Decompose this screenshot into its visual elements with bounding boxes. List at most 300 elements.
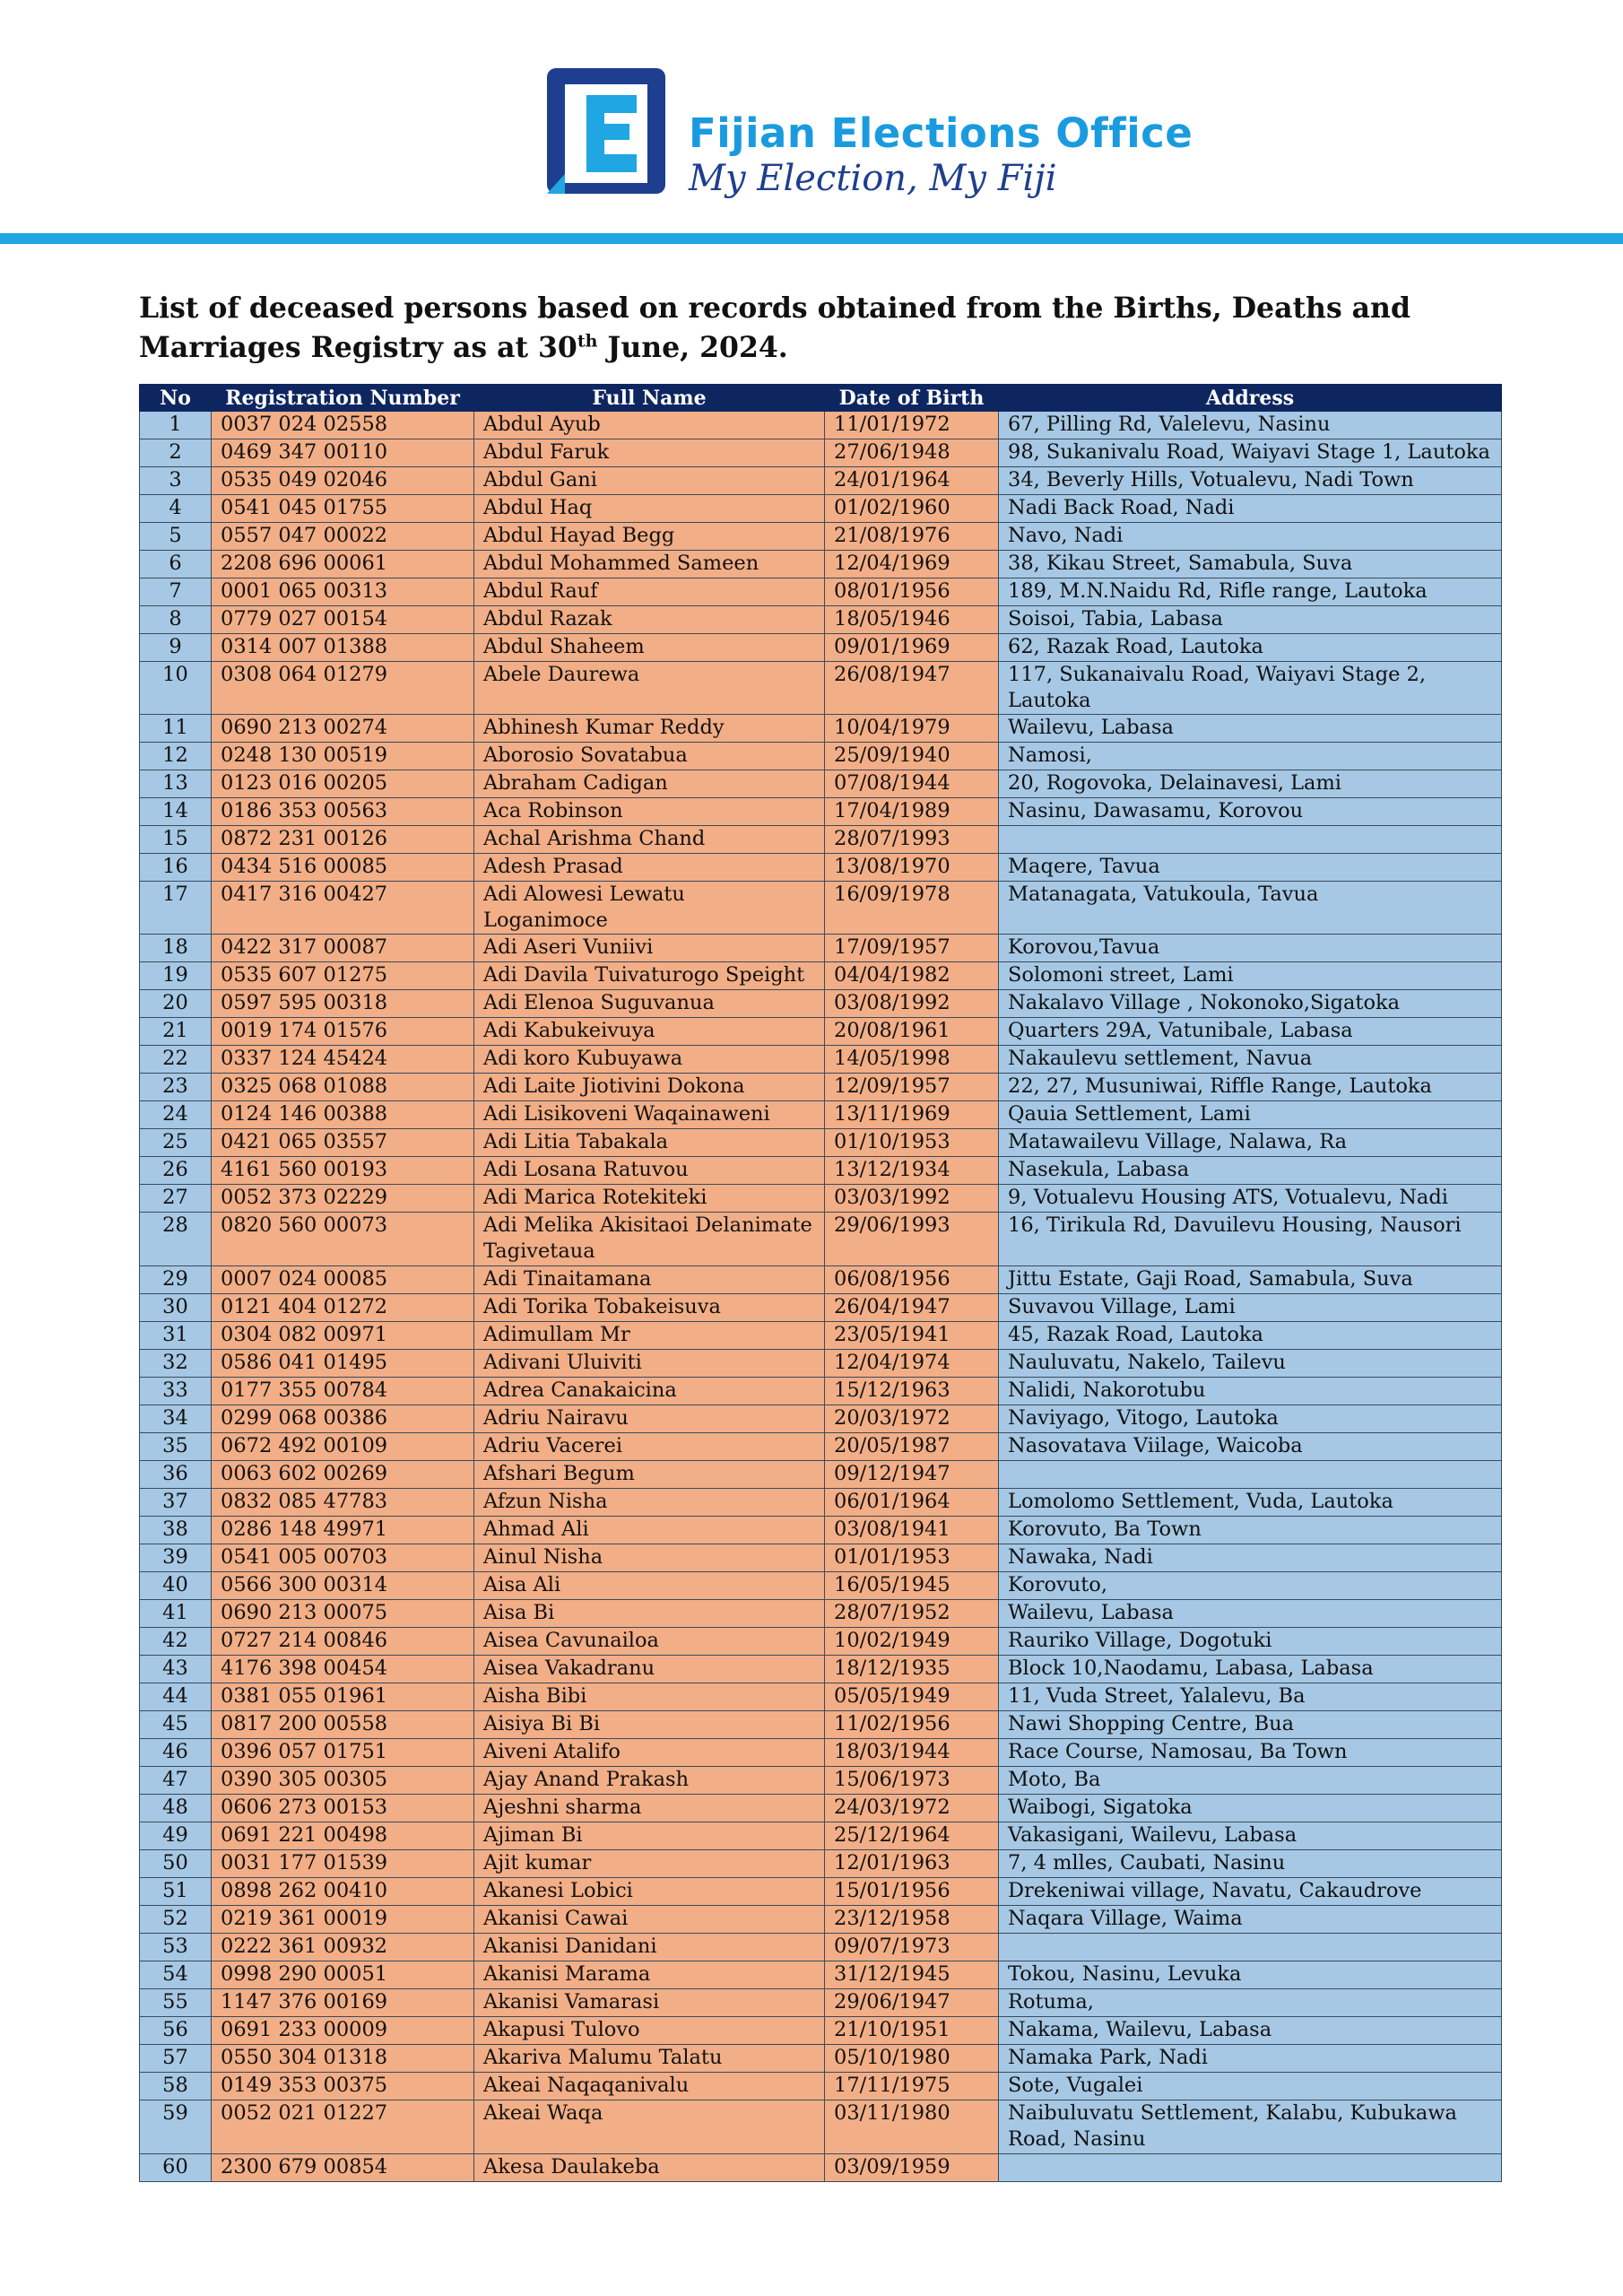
table-row (140, 990, 1502, 1018)
fijian-elections-office-logo-icon (547, 68, 665, 194)
cell-date-of-birth: 29/06/1993 (825, 1213, 999, 1266)
table-row (140, 1074, 1502, 1101)
cell-address: 7, 4 mlles, Caubati, Nasinu (999, 1850, 1502, 1878)
cell-address: Naqara Village, Waima (999, 1906, 1502, 1934)
cell-date-of-birth: 05/05/1949 (825, 1683, 999, 1711)
cell-date-of-birth: 18/12/1935 (825, 1656, 999, 1683)
organization-tagline: My Election, My Fiji (689, 158, 1057, 199)
cell-address: Nasekula, Labasa (999, 1157, 1502, 1185)
cell-full-name: Afzun Nisha (474, 1489, 825, 1517)
cell-address: Block 10,Naodamu, Labasa, Labasa (999, 1656, 1502, 1683)
table-row (140, 770, 1502, 798)
cell-full-name: Adi Marica Rotekiteki (474, 1185, 825, 1213)
table-row (140, 1405, 1502, 1433)
table-row (140, 743, 1502, 770)
cell-address: 38, Kikau Street, Samabula, Suva (999, 551, 1502, 578)
cell-full-name: Abele Daurewa (474, 662, 825, 715)
cell-registration-number: 0308 064 01279 (212, 662, 474, 715)
table-row (140, 1795, 1502, 1822)
cell-date-of-birth: 09/01/1969 (825, 634, 999, 662)
cell-registration-number: 0690 213 00274 (212, 715, 474, 743)
column-header-address: Address (999, 385, 1502, 412)
cell-address: Namaka Park, Nadi (999, 2045, 1502, 2073)
cell-address: Korovuto, (999, 1572, 1502, 1600)
cell-no: 24 (140, 1101, 212, 1129)
cell-address: 9, Votualevu Housing ATS, Votualevu, Nadi (999, 1185, 1502, 1213)
cell-full-name: Aisa Ali (474, 1572, 825, 1600)
cell-address: Nakalavo Village , Nokonoko,Sigatoka (999, 990, 1502, 1018)
cell-full-name: Ajiman Bi (474, 1822, 825, 1850)
cell-full-name: Adi Aseri Vuniivi (474, 935, 825, 962)
cell-no: 18 (140, 935, 212, 962)
cell-full-name: Akeai Waqa (474, 2100, 825, 2154)
cell-address: Nawaka, Nadi (999, 1544, 1502, 1572)
document-title-main: List of deceased persons based on records obtained from the Births, Deaths and Marriages Registry as at 30 (139, 291, 1410, 364)
cell-address: Jittu Estate, Gaji Road, Samabula, Suva (999, 1266, 1502, 1294)
cell-registration-number: 0832 085 47783 (212, 1489, 474, 1517)
cell-address: 16, Tirikula Rd, Davuilevu Housing, Nausori (999, 1213, 1502, 1266)
cell-address: Vakasigani, Wailevu, Labasa (999, 1822, 1502, 1850)
cell-date-of-birth: 10/04/1979 (825, 715, 999, 743)
column-header-registration-number: Registration Number (212, 385, 474, 412)
table-row (140, 1433, 1502, 1461)
cell-address: Soisoi, Tabia, Labasa (999, 606, 1502, 634)
cell-registration-number: 0149 353 00375 (212, 2073, 474, 2100)
cell-address: Rauriko Village, Dogotuki (999, 1628, 1502, 1656)
cell-address: Navo, Nadi (999, 523, 1502, 551)
document-title-superscript: th (577, 331, 598, 352)
cell-address: Nasovatava Viilage, Waicoba (999, 1433, 1502, 1461)
table-body (140, 412, 1502, 2182)
cell-registration-number: 0421 065 03557 (212, 1129, 474, 1157)
table-row (140, 1489, 1502, 1517)
cell-no: 17 (140, 882, 212, 935)
cell-no: 54 (140, 1961, 212, 1989)
cell-address: Nakama, Wailevu, Labasa (999, 2017, 1502, 2045)
cell-date-of-birth: 03/08/1941 (825, 1517, 999, 1544)
table-row (140, 1934, 1502, 1961)
cell-address: Nalidi, Nakorotubu (999, 1378, 1502, 1405)
cell-no: 53 (140, 1934, 212, 1961)
cell-address: Wailevu, Labasa (999, 715, 1502, 743)
cell-registration-number: 0872 231 00126 (212, 826, 474, 854)
table-row (140, 1850, 1502, 1878)
cell-full-name: Ahmad Ali (474, 1517, 825, 1544)
table-row (140, 1213, 1502, 1266)
cell-full-name: Abdul Faruk (474, 439, 825, 467)
cell-address: 34, Beverly Hills, Votualevu, Nadi Town (999, 467, 1502, 495)
cell-address: Naibuluvatu Settlement, Kalabu, Kubukawa Road, Nasinu (999, 2100, 1502, 2154)
cell-date-of-birth: 03/08/1992 (825, 990, 999, 1018)
cell-date-of-birth: 17/09/1957 (825, 935, 999, 962)
cell-registration-number: 0469 347 00110 (212, 439, 474, 467)
cell-registration-number: 4176 398 00454 (212, 1656, 474, 1683)
cell-no: 51 (140, 1878, 212, 1906)
cell-no: 60 (140, 2154, 212, 2182)
cell-registration-number: 0121 404 01272 (212, 1294, 474, 1322)
cell-address: 67, Pilling Rd, Valelevu, Nasinu (999, 412, 1502, 439)
table-row (140, 578, 1502, 606)
table-row (140, 2154, 1502, 2182)
cell-no: 37 (140, 1489, 212, 1517)
cell-address (999, 826, 1502, 854)
cell-registration-number: 0434 516 00085 (212, 854, 474, 882)
cell-full-name: Adi koro Kubuyawa (474, 1046, 825, 1074)
table-row (140, 1544, 1502, 1572)
cell-no: 11 (140, 715, 212, 743)
cell-date-of-birth: 20/05/1987 (825, 1433, 999, 1461)
cell-registration-number: 0325 068 01088 (212, 1074, 474, 1101)
cell-address: Nadi Back Road, Nadi (999, 495, 1502, 523)
cell-address: Nauluvatu, Nakelo, Tailevu (999, 1350, 1502, 1378)
cell-registration-number: 0063 602 00269 (212, 1461, 474, 1489)
cell-no: 57 (140, 2045, 212, 2073)
table-row (140, 1572, 1502, 1600)
cell-full-name: Adi Alowesi Lewatu Loganimoce (474, 882, 825, 935)
cell-full-name: Abdul Gani (474, 467, 825, 495)
cell-no: 55 (140, 1989, 212, 2017)
table-row (140, 1878, 1502, 1906)
header-divider (0, 233, 1623, 244)
cell-address: Tokou, Nasinu, Levuka (999, 1961, 1502, 1989)
cell-registration-number: 0566 300 00314 (212, 1572, 474, 1600)
cell-full-name: Ajay Anand Prakash (474, 1767, 825, 1795)
document-title (139, 289, 1484, 368)
cell-full-name: Akariva Malumu Talatu (474, 2045, 825, 2073)
cell-date-of-birth: 06/08/1956 (825, 1266, 999, 1294)
cell-address: Waibogi, Sigatoka (999, 1795, 1502, 1822)
table-row (140, 1294, 1502, 1322)
cell-registration-number: 0052 021 01227 (212, 2100, 474, 2154)
cell-date-of-birth: 18/05/1946 (825, 606, 999, 634)
cell-no: 41 (140, 1600, 212, 1628)
table-row (140, 962, 1502, 990)
cell-registration-number: 0299 068 00386 (212, 1405, 474, 1433)
cell-date-of-birth: 24/03/1972 (825, 1795, 999, 1822)
table-row (140, 1628, 1502, 1656)
cell-full-name: Abdul Shaheem (474, 634, 825, 662)
cell-registration-number: 0586 041 01495 (212, 1350, 474, 1378)
cell-no: 8 (140, 606, 212, 634)
cell-full-name: Akesa Daulakeba (474, 2154, 825, 2182)
cell-address: Nakaulevu settlement, Navua (999, 1046, 1502, 1074)
cell-date-of-birth: 04/04/1982 (825, 962, 999, 990)
cell-address: 45, Razak Road, Lautoka (999, 1322, 1502, 1350)
cell-registration-number: 0286 148 49971 (212, 1517, 474, 1544)
cell-address: Matawailevu Village, Nalawa, Ra (999, 1129, 1502, 1157)
cell-address: Quarters 29A, Vatunibale, Labasa (999, 1018, 1502, 1046)
table-row (140, 1989, 1502, 2017)
cell-no: 31 (140, 1322, 212, 1350)
cell-full-name: Adi Kabukeivuya (474, 1018, 825, 1046)
cell-date-of-birth: 25/12/1964 (825, 1822, 999, 1850)
table-row (140, 1600, 1502, 1628)
cell-full-name: Akanisi Cawai (474, 1906, 825, 1934)
cell-date-of-birth: 31/12/1945 (825, 1961, 999, 1989)
cell-registration-number: 0123 016 00205 (212, 770, 474, 798)
cell-date-of-birth: 05/10/1980 (825, 2045, 999, 2073)
cell-registration-number: 0727 214 00846 (212, 1628, 474, 1656)
cell-registration-number: 0037 024 02558 (212, 412, 474, 439)
cell-full-name: Abhinesh Kumar Reddy (474, 715, 825, 743)
table-row (140, 1378, 1502, 1405)
cell-registration-number: 4161 560 00193 (212, 1157, 474, 1185)
document-title-tail: June, 2024. (597, 331, 788, 364)
cell-no: 29 (140, 1266, 212, 1294)
table-row (140, 1018, 1502, 1046)
cell-date-of-birth: 13/08/1970 (825, 854, 999, 882)
cell-no: 59 (140, 2100, 212, 2154)
cell-full-name: Adesh Prasad (474, 854, 825, 882)
cell-no: 39 (140, 1544, 212, 1572)
cell-no: 46 (140, 1739, 212, 1767)
table-row (140, 1906, 1502, 1934)
cell-date-of-birth: 13/12/1934 (825, 1157, 999, 1185)
cell-registration-number: 0186 353 00563 (212, 798, 474, 826)
cell-date-of-birth: 09/12/1947 (825, 1461, 999, 1489)
cell-address: 98, Sukanivalu Road, Waiyavi Stage 1, Lautoka (999, 439, 1502, 467)
cell-date-of-birth: 12/01/1963 (825, 1850, 999, 1878)
cell-full-name: Abdul Hayad Begg (474, 523, 825, 551)
cell-registration-number: 0597 595 00318 (212, 990, 474, 1018)
table-row (140, 662, 1502, 715)
cell-registration-number: 0381 055 01961 (212, 1683, 474, 1711)
cell-date-of-birth: 12/04/1969 (825, 551, 999, 578)
cell-date-of-birth: 15/06/1973 (825, 1767, 999, 1795)
table-row (140, 715, 1502, 743)
cell-full-name: Adi Torika Tobakeisuva (474, 1294, 825, 1322)
cell-address: Korovou,Tavua (999, 935, 1502, 962)
cell-no: 22 (140, 1046, 212, 1074)
cell-date-of-birth: 03/11/1980 (825, 2100, 999, 2154)
cell-full-name: Aiveni Atalifo (474, 1739, 825, 1767)
cell-date-of-birth: 21/08/1976 (825, 523, 999, 551)
cell-registration-number: 2300 679 00854 (212, 2154, 474, 2182)
table-row (140, 1185, 1502, 1213)
cell-no: 40 (140, 1572, 212, 1600)
cell-registration-number: 0304 082 00971 (212, 1322, 474, 1350)
cell-date-of-birth: 06/01/1964 (825, 1489, 999, 1517)
cell-no: 13 (140, 770, 212, 798)
cell-address: 117, Sukanaivalu Road, Waiyavi Stage 2, Lautoka (999, 662, 1502, 715)
cell-full-name: Adi Litia Tabakala (474, 1129, 825, 1157)
table-row (140, 826, 1502, 854)
table-row (140, 1517, 1502, 1544)
cell-address: Moto, Ba (999, 1767, 1502, 1795)
cell-full-name: Ajeshni sharma (474, 1795, 825, 1822)
cell-date-of-birth: 16/09/1978 (825, 882, 999, 935)
cell-full-name: Adivani Uluiviti (474, 1350, 825, 1378)
cell-address: 11, Vuda Street, Yalalevu, Ba (999, 1683, 1502, 1711)
cell-address: Race Course, Namosau, Ba Town (999, 1739, 1502, 1767)
cell-no: 16 (140, 854, 212, 882)
cell-date-of-birth: 09/07/1973 (825, 1934, 999, 1961)
cell-date-of-birth: 15/12/1963 (825, 1378, 999, 1405)
cell-date-of-birth: 23/12/1958 (825, 1906, 999, 1934)
table-header-row (140, 385, 1502, 412)
cell-registration-number: 0779 027 00154 (212, 606, 474, 634)
cell-date-of-birth: 10/02/1949 (825, 1628, 999, 1656)
table-row (140, 1101, 1502, 1129)
table-row (140, 1046, 1502, 1074)
cell-address: Solomoni street, Lami (999, 962, 1502, 990)
cell-no: 7 (140, 578, 212, 606)
cell-date-of-birth: 03/09/1959 (825, 2154, 999, 2182)
cell-no: 9 (140, 634, 212, 662)
cell-full-name: Adi Elenoa Suguvanua (474, 990, 825, 1018)
cell-registration-number: 0422 317 00087 (212, 935, 474, 962)
cell-no: 30 (140, 1294, 212, 1322)
table-row (140, 1656, 1502, 1683)
cell-address: Namosi, (999, 743, 1502, 770)
table-row (140, 495, 1502, 523)
table-row (140, 2017, 1502, 2045)
table-row (140, 798, 1502, 826)
cell-full-name: Aisiya Bi Bi (474, 1711, 825, 1739)
cell-registration-number: 1147 376 00169 (212, 1989, 474, 2017)
cell-full-name: Abraham Cadigan (474, 770, 825, 798)
cell-no: 32 (140, 1350, 212, 1378)
cell-date-of-birth: 01/01/1953 (825, 1544, 999, 1572)
cell-address: 20, Rogovoka, Delainavesi, Lami (999, 770, 1502, 798)
cell-address (999, 2154, 1502, 2182)
cell-no: 25 (140, 1129, 212, 1157)
table-row (140, 882, 1502, 935)
table-row (140, 1767, 1502, 1795)
cell-date-of-birth: 23/05/1941 (825, 1322, 999, 1350)
cell-full-name: Achal Arishma Chand (474, 826, 825, 854)
cell-registration-number: 0019 174 01576 (212, 1018, 474, 1046)
cell-registration-number: 0541 045 01755 (212, 495, 474, 523)
cell-full-name: Aisha Bibi (474, 1683, 825, 1711)
cell-registration-number: 0031 177 01539 (212, 1850, 474, 1878)
cell-registration-number: 0001 065 00313 (212, 578, 474, 606)
cell-full-name: Akapusi Tulovo (474, 2017, 825, 2045)
cell-address (999, 1461, 1502, 1489)
cell-no: 19 (140, 962, 212, 990)
table-row (140, 1129, 1502, 1157)
cell-date-of-birth: 12/04/1974 (825, 1350, 999, 1378)
cell-full-name: Akeai Naqaqanivalu (474, 2073, 825, 2100)
table-row (140, 412, 1502, 439)
cell-full-name: Adi Laite Jiotivini Dokona (474, 1074, 825, 1101)
cell-address: Matanagata, Vatukoula, Tavua (999, 882, 1502, 935)
cell-no: 6 (140, 551, 212, 578)
page-header (0, 0, 1623, 244)
cell-registration-number: 0052 373 02229 (212, 1185, 474, 1213)
cell-address: Rotuma, (999, 1989, 1502, 2017)
cell-date-of-birth: 28/07/1993 (825, 826, 999, 854)
cell-no: 20 (140, 990, 212, 1018)
cell-registration-number: 0007 024 00085 (212, 1266, 474, 1294)
cell-date-of-birth: 27/06/1948 (825, 439, 999, 467)
table-row (140, 2045, 1502, 2073)
cell-date-of-birth: 21/10/1951 (825, 2017, 999, 2045)
cell-date-of-birth: 01/10/1953 (825, 1129, 999, 1157)
cell-full-name: Ainul Nisha (474, 1544, 825, 1572)
cell-date-of-birth: 11/01/1972 (825, 412, 999, 439)
cell-no: 3 (140, 467, 212, 495)
cell-full-name: Adi Davila Tuivaturogo Speight (474, 962, 825, 990)
cell-no: 12 (140, 743, 212, 770)
cell-registration-number: 0557 047 00022 (212, 523, 474, 551)
table-row (140, 1350, 1502, 1378)
cell-registration-number: 0177 355 00784 (212, 1378, 474, 1405)
table-row (140, 1157, 1502, 1185)
cell-date-of-birth: 18/03/1944 (825, 1739, 999, 1767)
cell-no: 2 (140, 439, 212, 467)
cell-date-of-birth: 24/01/1964 (825, 467, 999, 495)
cell-no: 52 (140, 1906, 212, 1934)
cell-no: 5 (140, 523, 212, 551)
cell-date-of-birth: 12/09/1957 (825, 1074, 999, 1101)
cell-full-name: Abdul Ayub (474, 412, 825, 439)
cell-no: 28 (140, 1213, 212, 1266)
table-row (140, 606, 1502, 634)
cell-date-of-birth: 08/01/1956 (825, 578, 999, 606)
cell-address: Nawi Shopping Centre, Bua (999, 1711, 1502, 1739)
cell-registration-number: 0396 057 01751 (212, 1739, 474, 1767)
cell-date-of-birth: 20/03/1972 (825, 1405, 999, 1433)
table-row (140, 439, 1502, 467)
cell-date-of-birth: 14/05/1998 (825, 1046, 999, 1074)
table-row (140, 551, 1502, 578)
cell-no: 56 (140, 2017, 212, 2045)
cell-registration-number: 0691 221 00498 (212, 1822, 474, 1850)
cell-full-name: Aisea Vakadranu (474, 1656, 825, 1683)
cell-full-name: Adi Tinaitamana (474, 1266, 825, 1294)
cell-registration-number: 0820 560 00073 (212, 1213, 474, 1266)
cell-date-of-birth: 01/02/1960 (825, 495, 999, 523)
cell-registration-number: 0898 262 00410 (212, 1878, 474, 1906)
cell-full-name: Adimullam Mr (474, 1322, 825, 1350)
cell-date-of-birth: 07/08/1944 (825, 770, 999, 798)
cell-address (999, 1934, 1502, 1961)
cell-address: Maqere, Tavua (999, 854, 1502, 882)
table-row (140, 1711, 1502, 1739)
deceased-persons-table (139, 384, 1502, 2182)
cell-date-of-birth: 13/11/1969 (825, 1101, 999, 1129)
cell-full-name: Akanisi Vamarasi (474, 1989, 825, 2017)
cell-full-name: Akanisi Danidani (474, 1934, 825, 1961)
cell-full-name: Abdul Haq (474, 495, 825, 523)
cell-date-of-birth: 15/01/1956 (825, 1878, 999, 1906)
cell-no: 38 (140, 1517, 212, 1544)
cell-no: 15 (140, 826, 212, 854)
table-row (140, 2073, 1502, 2100)
cell-full-name: Abdul Razak (474, 606, 825, 634)
organization-name: Fijian Elections Office (689, 109, 1193, 157)
cell-no: 48 (140, 1795, 212, 1822)
cell-registration-number: 0417 316 00427 (212, 882, 474, 935)
cell-full-name: Abdul Mohammed Sameen (474, 551, 825, 578)
cell-full-name: Adi Lisikoveni Waqainaweni (474, 1101, 825, 1129)
column-header-full-name: Full Name (474, 385, 825, 412)
cell-no: 49 (140, 1822, 212, 1850)
cell-no: 33 (140, 1378, 212, 1405)
cell-full-name: Ajit kumar (474, 1850, 825, 1878)
cell-address: Korovuto, Ba Town (999, 1517, 1502, 1544)
table-row (140, 1961, 1502, 1989)
cell-date-of-birth: 16/05/1945 (825, 1572, 999, 1600)
cell-full-name: Aborosio Sovatabua (474, 743, 825, 770)
cell-date-of-birth: 11/02/1956 (825, 1711, 999, 1739)
cell-no: 26 (140, 1157, 212, 1185)
table-row (140, 634, 1502, 662)
cell-registration-number: 0541 005 00703 (212, 1544, 474, 1572)
cell-registration-number: 0535 607 01275 (212, 962, 474, 990)
cell-date-of-birth: 25/09/1940 (825, 743, 999, 770)
